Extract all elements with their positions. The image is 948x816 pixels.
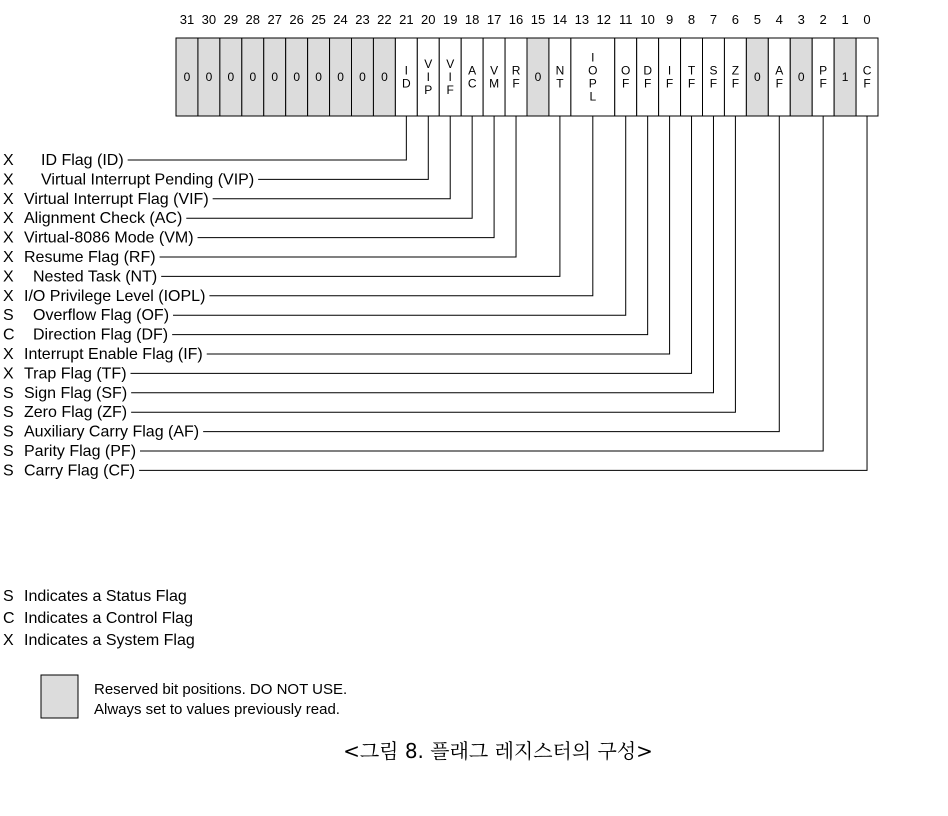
- flag-type: X: [3, 249, 14, 266]
- register-cell-char: O: [621, 63, 631, 78]
- bit-number-row: [180, 12, 871, 27]
- bit-number-22: 22: [377, 12, 392, 27]
- register-cell-char: A: [468, 63, 477, 78]
- register-cell-char: S: [709, 63, 718, 78]
- register-cell-char: F: [709, 76, 718, 91]
- register-cell-char: F: [446, 83, 454, 97]
- flag-label: Zero Flag (ZF): [24, 404, 128, 422]
- flag-type: S: [3, 443, 14, 460]
- register-cell-char: 0: [227, 70, 235, 84]
- legend-type-system: X: [3, 632, 14, 649]
- flag-connector: [172, 116, 648, 335]
- register-cell-char: Z: [731, 63, 740, 78]
- flag-label: Nested Task (NT): [33, 268, 158, 286]
- flag-label: Direction Flag (DF): [33, 326, 169, 344]
- register-cell-char: V: [446, 57, 455, 71]
- flag-connector: [186, 116, 472, 218]
- bit-number-26: 26: [289, 12, 304, 27]
- flag-connector: [207, 116, 670, 354]
- reserved-swatch: [41, 675, 78, 718]
- bit-number-18: 18: [464, 12, 480, 27]
- flag-type: S: [3, 423, 14, 441]
- register-cell-char: D: [643, 63, 652, 78]
- flag-label: Virtual-8086 Mode (VM): [24, 229, 194, 247]
- flag-connector: [161, 116, 560, 276]
- register-cell-char: I: [448, 70, 452, 84]
- register-cell-char: I: [404, 63, 409, 78]
- flag-label: Virtual Interrupt Flag (VIF): [24, 190, 209, 208]
- flag-type: X: [3, 229, 14, 247]
- flag-connector: [203, 116, 779, 432]
- reserved-note-line2: Always set to values previously read.: [94, 701, 340, 718]
- register-cell-char: F: [622, 76, 630, 91]
- flag-label: Sign Flag (SF): [24, 384, 128, 402]
- flag-type: S: [3, 384, 14, 402]
- flag-label: Overflow Flag (OF): [33, 307, 170, 325]
- flag-connector: [173, 116, 626, 315]
- register-cell-char: L: [589, 89, 597, 104]
- bit-number-2: 2: [819, 12, 827, 27]
- bit-number-12: 12: [596, 12, 612, 27]
- flag-type: S: [3, 307, 14, 325]
- flag-label: Parity Flag (PF): [24, 443, 137, 460]
- flag-type: C: [3, 326, 15, 344]
- flag-label: Interrupt Enable Flag (IF): [24, 346, 203, 363]
- register-cell-char: V: [490, 63, 499, 78]
- flag-type: S: [3, 462, 14, 480]
- figure-caption: <그림 8. 플래그 레지스터의 구성>: [343, 739, 653, 763]
- register-cells: [176, 38, 878, 116]
- register-cell-char: T: [687, 63, 696, 78]
- register-cell-char: 0: [797, 70, 805, 84]
- flag-type-legend: [3, 588, 195, 649]
- register-cell-char: C: [862, 63, 872, 78]
- register-cell-char: V: [424, 57, 433, 71]
- flag-connector: [209, 116, 592, 296]
- register-cell-char: N: [555, 63, 565, 78]
- bit-number-23: 23: [355, 12, 370, 27]
- register-cell-char: 0: [293, 70, 300, 84]
- bit-number-4: 4: [775, 12, 783, 27]
- flag-label: I/O Privilege Level (IOPL): [24, 287, 206, 305]
- bit-number-19: 19: [442, 12, 458, 27]
- flag-type: X: [3, 210, 14, 228]
- register-cell-char: 1: [841, 70, 849, 84]
- register-cell-char: 0: [359, 70, 366, 84]
- register-cell-char: P: [588, 76, 597, 91]
- bit-number-30: 30: [201, 12, 217, 27]
- flag-connector-lines: [128, 116, 867, 470]
- flag-connector: [139, 116, 867, 470]
- legend-type-status: S: [3, 588, 14, 605]
- register-cell-char: 0: [271, 70, 279, 84]
- bit-number-27: 27: [267, 12, 282, 27]
- register-cell-char: 0: [754, 70, 761, 84]
- register-cell-char: F: [863, 76, 871, 91]
- register-cell-char: 0: [337, 70, 344, 84]
- flag-connector: [140, 116, 823, 451]
- legend-text-system: Indicates a System Flag: [24, 632, 195, 649]
- register-cell-char: F: [819, 76, 827, 91]
- register-cell-char: 0: [315, 70, 322, 84]
- flag-connector: [258, 116, 428, 179]
- bit-number-17: 17: [486, 12, 502, 27]
- register-cell-char: A: [775, 63, 784, 78]
- bit-number-3: 3: [797, 12, 805, 27]
- flag-type: X: [3, 268, 14, 286]
- bit-number-8: 8: [687, 12, 696, 27]
- register-cell-char: I: [426, 70, 430, 84]
- flag-label: Virtual Interrupt Pending (VIP): [41, 171, 255, 189]
- bit-number-5: 5: [753, 12, 761, 27]
- register-cell-char: F: [643, 76, 652, 91]
- register-cell-char: I: [591, 50, 595, 65]
- legend-text-status: Indicates a Status Flag: [24, 588, 187, 605]
- flag-type: S: [3, 404, 14, 422]
- flag-type: X: [3, 365, 14, 383]
- register-cell-char: 0: [381, 70, 388, 84]
- register-cell-char: T: [556, 76, 564, 91]
- flag-type: X: [3, 171, 14, 189]
- bit-number-1: 1: [841, 12, 849, 27]
- bit-number-21: 21: [399, 12, 414, 27]
- flag-label: ID Flag (ID): [41, 152, 124, 169]
- register-cell-char: P: [819, 63, 828, 78]
- register-cell-char: 0: [249, 70, 257, 84]
- bit-number-31: 31: [179, 12, 195, 27]
- register-cell-char: O: [588, 63, 598, 78]
- register-cell-char: F: [775, 76, 783, 91]
- bit-number-6: 6: [731, 12, 740, 27]
- reserved-note-line1: Reserved bit positions. DO NOT USE.: [94, 681, 348, 698]
- bit-number-16: 16: [508, 12, 524, 27]
- bit-number-9: 9: [665, 12, 674, 27]
- bit-number-14: 14: [552, 12, 568, 27]
- flag-label: Alignment Check (AC): [24, 210, 183, 228]
- register-cell-char: 0: [205, 70, 213, 84]
- register-cell-char: F: [687, 76, 696, 91]
- bit-number-15: 15: [530, 12, 546, 27]
- bit-number-10: 10: [640, 12, 655, 27]
- bit-number-29: 29: [223, 12, 239, 27]
- legend-type-control: C: [3, 610, 15, 627]
- register-cell-char: C: [467, 76, 477, 91]
- register-cell-char: R: [511, 63, 521, 78]
- register-cell-char: I: [667, 63, 672, 78]
- bit-number-13: 13: [574, 12, 590, 27]
- bit-number-11: 11: [618, 12, 633, 27]
- flag-label: Auxiliary Carry Flag (AF): [24, 423, 200, 441]
- bit-number-20: 20: [421, 12, 436, 27]
- flag-label: Carry Flag (CF): [24, 462, 136, 480]
- register-cell-char: P: [424, 83, 433, 97]
- flag-connector: [128, 116, 407, 160]
- flag-type: X: [3, 190, 14, 208]
- register-cell-char: 0: [534, 70, 542, 84]
- register-cell-char: 0: [183, 70, 191, 84]
- register-cell-char: D: [402, 76, 411, 91]
- reserved-legend: [41, 675, 347, 718]
- bit-number-25: 25: [311, 12, 326, 27]
- register-cell-char: M: [489, 76, 500, 91]
- flag-type: X: [3, 287, 14, 305]
- flag-type: X: [3, 152, 14, 169]
- bit-number-24: 24: [333, 12, 348, 27]
- flag-label: Trap Flag (TF): [24, 365, 127, 383]
- flag-label: Resume Flag (RF): [24, 249, 156, 266]
- bit-number-0: 0: [863, 12, 871, 27]
- register-cell-char: F: [731, 76, 740, 91]
- register-cell-char: F: [665, 76, 674, 91]
- bit-number-28: 28: [245, 12, 261, 27]
- bit-number-7: 7: [709, 12, 718, 27]
- register-cell-char: F: [512, 76, 520, 91]
- flag-type: X: [3, 346, 14, 363]
- legend-text-control: Indicates a Control Flag: [24, 610, 193, 627]
